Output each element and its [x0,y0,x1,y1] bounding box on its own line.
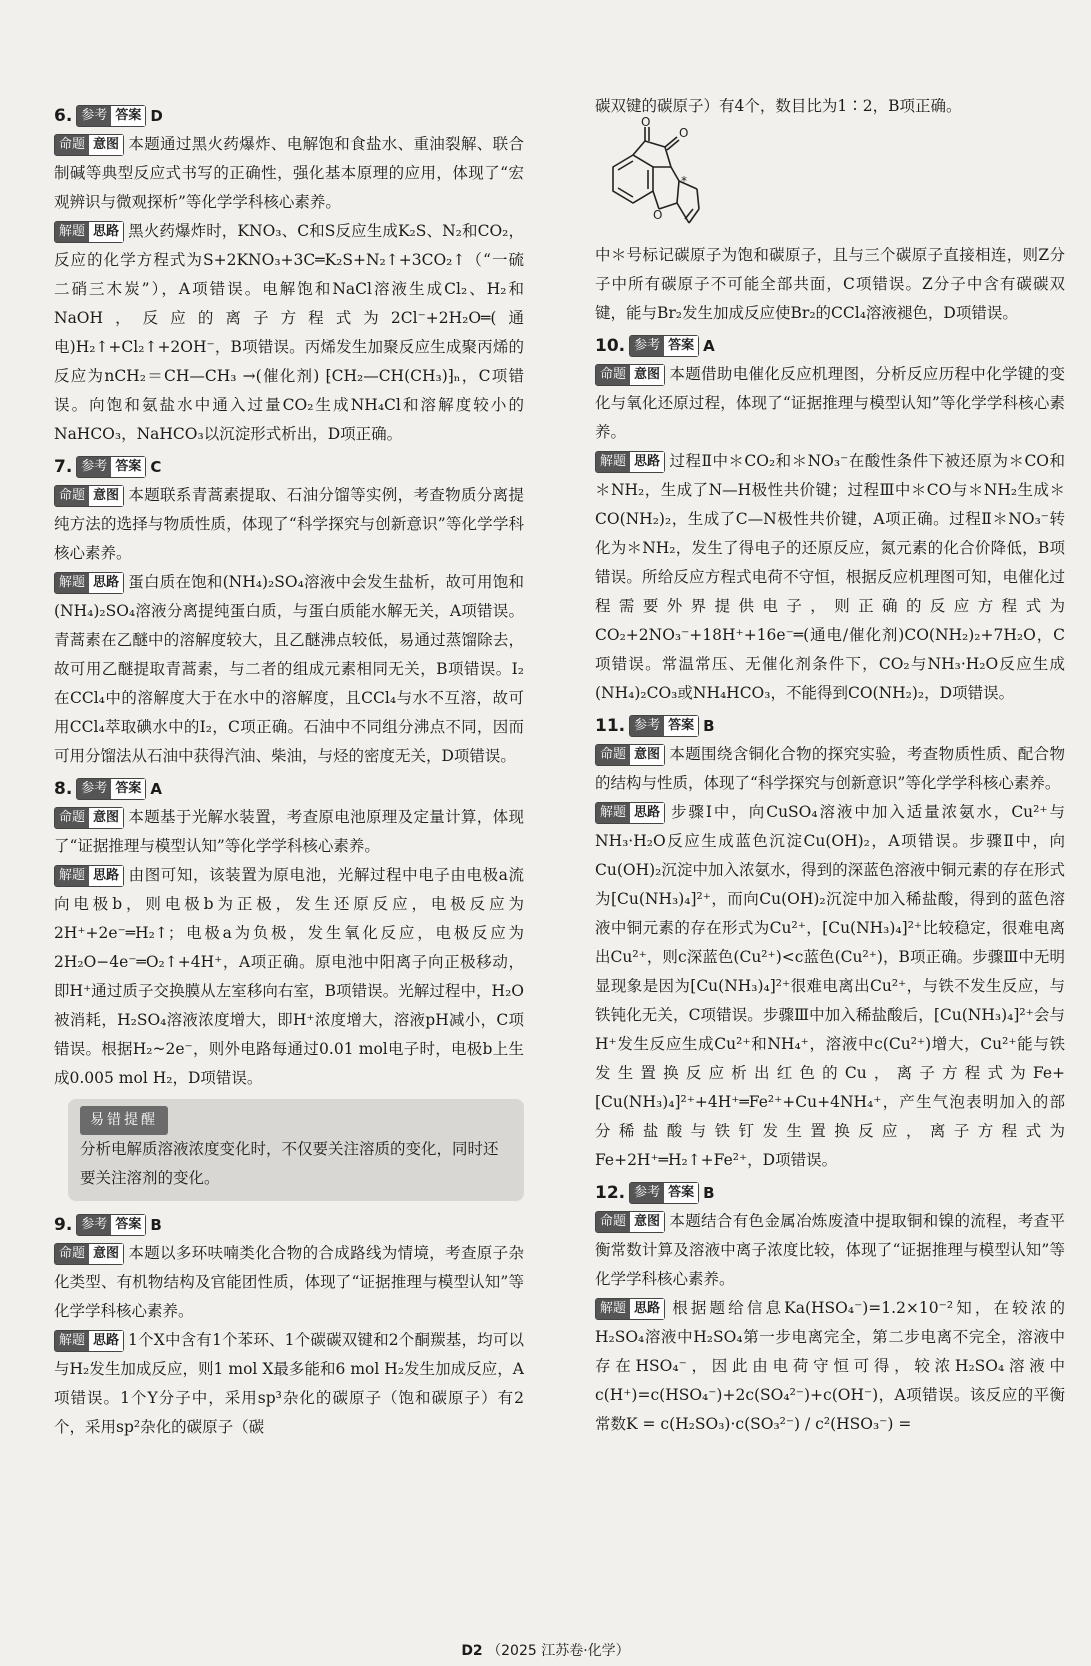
reference-answer-tag: 参考 答案 [76,1214,146,1236]
solution-paragraph: 解题 思路 黑火药爆炸时，KNO₃、C和S反应生成K₂S、N₂和CO₂，反应的化学方程式为S+2KNO₃+3C═K₂S+N₂↑+3CO₂↑（“一硫二硝三木炭”），A项错误。电解饱和NaCl溶液生成Cl₂、H₂和NaOH，反应的离子方程式为2Cl⁻+2H₂O═(通电)H₂↑+Cl₂↑+2OH⁻，B项错误。丙烯发生加聚反应生成聚丙烯的反应为nCH₂＝CH—CH₃ →(催化剂) ⁅CH₂—CH(CH₃)⁆ₙ，C项错误。向饱和氨盐水中通入过量CO₂生成NH₄Cl和溶解度较小的NaHCO₃，NaHCO₃以沉淀形式析出，D项正确。 [54,222,524,443]
svg-text:O: O [679,126,689,140]
question-10-header [595,332,1065,360]
answer-letter: B [703,716,715,735]
question-number: 9. [54,1214,73,1235]
q9-continuation: 碳双键的碳原子）有4个，数目比为1∶2，B项正确。 [595,97,962,115]
solution-paragraph: 解题 思路 过程Ⅱ中＊CO₂和＊NO₃⁻在酸性条件下被还原为＊CO和＊NH₂，生成了N—H极性共价键；过程Ⅲ中＊CO与＊NH₂生成＊CO(NH₂)₂，生成了C—N极性共价键，A项正确。过程Ⅱ＊NO₃⁻转化为＊NH₂，发生了得电子的还原反应，氮元素的化合价降低，B项错误。所给反应方程式电荷不守恒，根据反应机理图可知，电催化过程需要外界提供电子，则正确的反应方程式为CO₂+2NO₃⁻+18H⁺+16e⁻═(通电/催化剂)CO(NH₂)₂+7H₂O，C项错误。常温常压、无催化剂条件下，CO₂与NH₃·H₂O反应生成(NH₄)₂CO₃或NH₄HCO₃，不能得到CO(NH₂)₂，D项错误。 [595,452,1065,702]
solution-tag: 解题 思路 [54,865,124,887]
question-9-header [54,1211,524,1239]
page-number: D2 [461,1643,483,1659]
reference-answer-tag: 参考 答案 [629,715,699,737]
solution-paragraph: 解题 思路 由图可知，该装置为原电池，光解过程中电子由电极a流向电极b，则电极b为正极，发生还原反应，电极反应为2H⁺+2e⁻═H₂↑；电极a为负极，发生氧化反应，电极反应为2H₂O−4e⁻═O₂↑+4H⁺，A项正确。原电池中阳离子向正极移动，即H⁺通过质子交换膜从左室移向右室，B项错误。光解过程中，H₂O被消耗，H₂SO₄溶液浓度增大，即H⁺浓度增大，溶液pH减小，C项错误。根据H₂~2e⁻，则外电路每通过0.01 mol电子时，电极b上生成0.005 mol H₂，D项错误。 [54,866,524,1087]
answer-letter: D [150,106,163,125]
question-8-header [54,775,524,803]
intent-tag: 命题 意图 [54,134,124,156]
common-mistake-box [68,1099,524,1201]
svg-text:O: O [653,208,663,222]
reference-answer-tag: 参考 答案 [629,1182,699,1204]
intent-paragraph: 命题 意图 本题结合有色金属冶炼废渣中提取铜和镍的流程，考查平衡常数计算及溶液中离子浓度比较，体现了“证据推理与模型认知”等化学学科核心素养。 [595,1212,1065,1288]
intent-tag: 命题 意图 [54,485,124,507]
exam-label: （2025 江苏卷·化学） [487,1643,630,1659]
intent-tag: 命题 意图 [54,1243,124,1265]
question-number: 6. [54,105,73,126]
intent-tag: 命题 意图 [595,1211,665,1233]
solution-tag: 解题 思路 [595,451,665,473]
solution-paragraph: 解题 思路 步骤Ⅰ中，向CuSO₄溶液中加入适量浓氨水，Cu²⁺与NH₃·H₂O反应生成蓝色沉淀Cu(OH)₂，A项错误。步骤Ⅱ中，向Cu(OH)₂沉淀中加入浓氨水，得到的深蓝色溶液中铜元素的存在形式为[Cu(NH₃)₄]²⁺，而向Cu(OH)₂沉淀中加入稀盐酸，得到的蓝色溶液中铜元素的存在形式为Cu²⁺，[Cu(NH₃)₄]²⁺比较稳定，很难电离出Cu²⁺，则c深蓝色(Cu²⁺)<c蓝色(Cu²⁺)，B项正确。步骤Ⅲ中无明显现象是因为[Cu(NH₃)₄]²⁺很难电离出Cu²⁺，与铁不发生反应，与铁钝化无关，C项错误。步骤Ⅲ中加入稀盐酸后，[Cu(NH₃)₄]²⁺会与H⁺发生反应生成Cu²⁺和NH₄⁺，溶液中c(Cu²⁺)增大，Cu²⁺能与铁发生置换反应析出红色的Cu，离子方程式为Fe+[Cu(NH₃)₄]²⁺+4H⁺═Fe²⁺+Cu+4NH₄⁺，产生气泡表明加入的部分稀盐酸与铁钉发生置换反应，离子方程式为Fe+2H⁺═H₂↑+Fe²⁺，D项错误。 [595,803,1065,1169]
answer-letter: B [703,1183,715,1202]
reference-answer-tag: 参考 答案 [76,456,146,478]
solution-tag: 解题 思路 [595,1298,665,1320]
intent-paragraph: 命题 意图 本题借助电催化反应机理图，分析反应历程中化学键的变化与氧化还原过程，体现了“证据推理与模型认知”等化学学科核心素养。 [595,365,1065,441]
solution-paragraph: 解题 思路 1个X中含有1个苯环、1个碳碳双键和2个酮羰基，均可以与H₂发生加成反应，则1 mol X最多能和6 mol H₂发生加成反应，A项错误。1个Y分子中，采用sp³杂化的碳原子（饱和碳原子）有2个，采用sp²杂化的碳原子（碳 [54,1331,524,1436]
solution-tag: 解题 思路 [54,1330,124,1352]
question-7-header [54,453,524,481]
reference-answer-tag: 参考 答案 [76,778,146,800]
page-footer [0,1640,1091,1660]
intent-paragraph: 命题 意图 本题以多环呋喃类化合物的合成路线为情境，考查原子杂化类型、有机物结构及官能团性质，体现了“证据推理与模型认知”等化学学科核心素养。 [54,1244,524,1320]
question-number: 7. [54,456,73,477]
intent-tag: 命题 意图 [595,744,665,766]
reference-answer-tag: 参考 答案 [629,335,699,357]
question-11-header [595,712,1065,740]
solution-tag: 解题 思路 [54,572,124,594]
question-6-header [54,102,524,130]
right-column [595,92,1065,1439]
q9-after-molecule: 中＊号标记碳原子为饱和碳原子，且与三个碳原子直接相连，则Z分子中所有碳原子不可能全部共面，C项错误。Z分子中含有碳碳双键，能与Br₂发生加成反应使Br₂的CCl₄溶液褪色，D项错误。 [595,246,1065,322]
svg-text:*: * [681,174,687,188]
intent-tag: 命题 意图 [54,807,124,829]
reference-answer-tag: 参考 答案 [76,105,146,127]
answer-letter: C [150,457,162,476]
answer-letter: A [150,779,162,798]
common-mistake-text: 分析电解质溶液浓度变化时，不仅要关注溶质的变化，同时还要关注溶剂的变化。 [80,1140,499,1187]
question-number: 12. [595,1182,626,1203]
solution-paragraph: 解题 思路 根据题给信息Ka(HSO₄⁻)=1.2×10⁻²知，在较浓的H₂SO₄溶液中H₂SO₄第一步电离完全，第二步电离不完全，溶液中存在HSO₄⁻，因此由电荷守恒可得，较浓H₂SO₄溶液中c(H⁺)=c(HSO₄⁻)+2c(SO₄²⁻)+c(OH⁻)，A项错误。该反应的平衡常数K = c(H₂SO₃)·c(SO₃²⁻) / c²(HSO₃⁻) = [595,1299,1065,1433]
question-number: 11. [595,715,626,736]
molecule-z-structure-diagram [593,115,723,241]
question-12-header [595,1179,1065,1207]
intent-paragraph: 命题 意图 本题基于光解水装置，考查原电池原理及定量计算，体现了“证据推理与模型认知”等化学学科核心素养。 [54,808,524,855]
solution-paragraph: 解题 思路 蛋白质在饱和(NH₄)₂SO₄溶液中会发生盐析，故可用饱和(NH₄)₂SO₄溶液分离提纯蛋白质，与蛋白质能水解无关，A项错误。青蒿素在乙醚中的溶解度较大，且乙醚沸点较低，易通过蒸馏除去，故可用乙醚提取青蒿素，与二者的组成元素相同无关，B项错误。I₂在CCl₄中的溶解度大于在水中的溶解度，且CCl₄与水不互溶，故可用CCl₄萃取碘水中的I₂，C项正确。石油中不同组分沸点不同，因而可用分馏法从石油中获得汽油、柴油，与烃的密度无关，D项错误。 [54,573,524,765]
answer-letter: A [703,336,715,355]
solution-tag: 解题 思路 [54,221,124,243]
question-number: 8. [54,778,73,799]
intent-tag: 命题 意图 [595,364,665,386]
common-mistake-title: 易错提醒 [80,1106,168,1135]
answer-letter: B [150,1215,162,1234]
intent-paragraph: 命题 意图 本题联系青蒿素提取、石油分馏等实例，考查物质分离提纯方法的选择与物质性质，体现了“科学探究与创新意识”等化学学科核心素养。 [54,486,524,562]
intent-paragraph: 命题 意图 本题围绕含铜化合物的探究实验，考查物质性质、配合物的结构与性质，体现了“科学探究与创新意识”等化学学科核心素养。 [595,745,1065,792]
solution-tag: 解题 思路 [595,802,665,824]
svg-text:O: O [641,115,651,129]
question-number: 10. [595,335,626,356]
intent-paragraph: 命题 意图 本题通过黑火药爆炸、电解饱和食盐水、重油裂解、联合制碱等典型反应式书写的正确性，强化基本原理的应用，体现了“宏观辨识与微观探析”等化学学科核心素养。 [54,135,524,211]
left-column [54,98,524,1442]
